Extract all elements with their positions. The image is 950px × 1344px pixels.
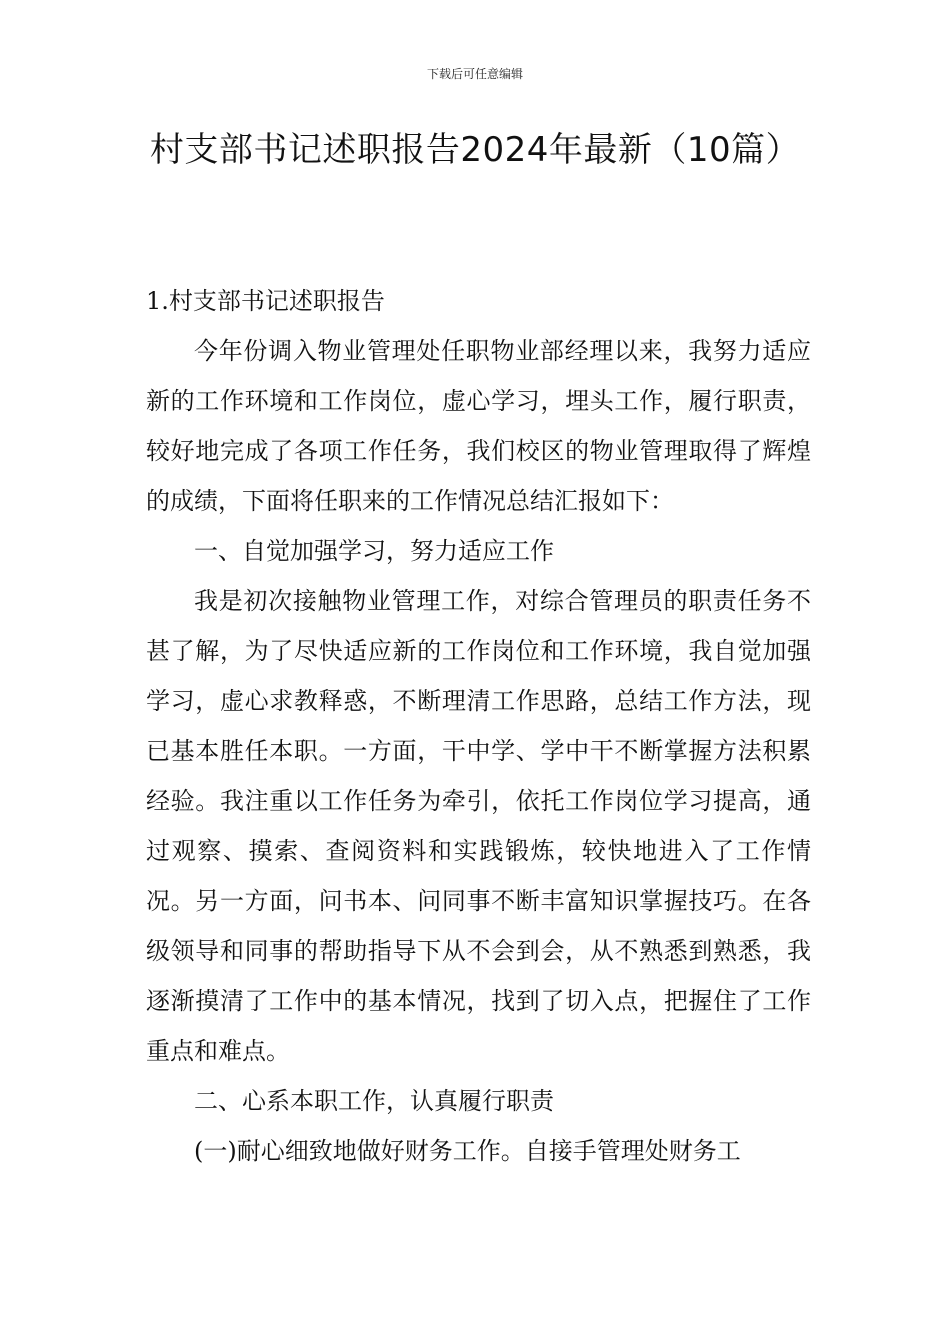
document-body [146, 276, 811, 1176]
paragraph-finance: (一)耐心细致地做好财务工作。自接手管理处财务工 [194, 1137, 741, 1165]
subheading-learning: 一、自觉加强学习，努力适应工作 [194, 537, 554, 565]
header-note: 下载后可任意编辑 [426, 67, 523, 81]
subheading-duties: 二、心系本职工作，认真履行职责 [194, 1087, 554, 1115]
paragraph-intro: 今年份调入物业管理处任职物业部经理以来，我努力适应新的工作环境和工作岗位，虚心学习，埋头工作，履行职责，较好地完成了各项工作任务，我们校区的物业管理取得了辉煌的成绩，下面将任职来的工作情况总结汇报如下： [146, 337, 811, 515]
paragraph-learning: 我是初次接触物业管理工作，对综合管理员的职责任务不甚了解，为了尽快适应新的工作岗位和工作环境，我自觉加强学习，虚心求教释惑，不断理清工作思路，总结工作方法，现已基本胜任本职。一方面，干中学、学中干不断掌握方法积累经验。我注重以工作任务为牵引，依托工作岗位学习提高，通过观察、摸索、查阅资料和实践锻炼，较快地进入了工作情况。另一方面，问书本、问同事不断丰富知识掌握技巧。在各级领导和同事的帮助指导下从不会到会，从不熟悉到熟悉，我逐渐摸清了工作中的基本情况，找到了切入点，把握住了工作重点和难点。 [146, 587, 811, 1065]
section-heading: 1.村支部书记述职报告 [146, 287, 385, 315]
document-title: 村支部书记述职报告2024年最新（10篇） [149, 130, 801, 170]
